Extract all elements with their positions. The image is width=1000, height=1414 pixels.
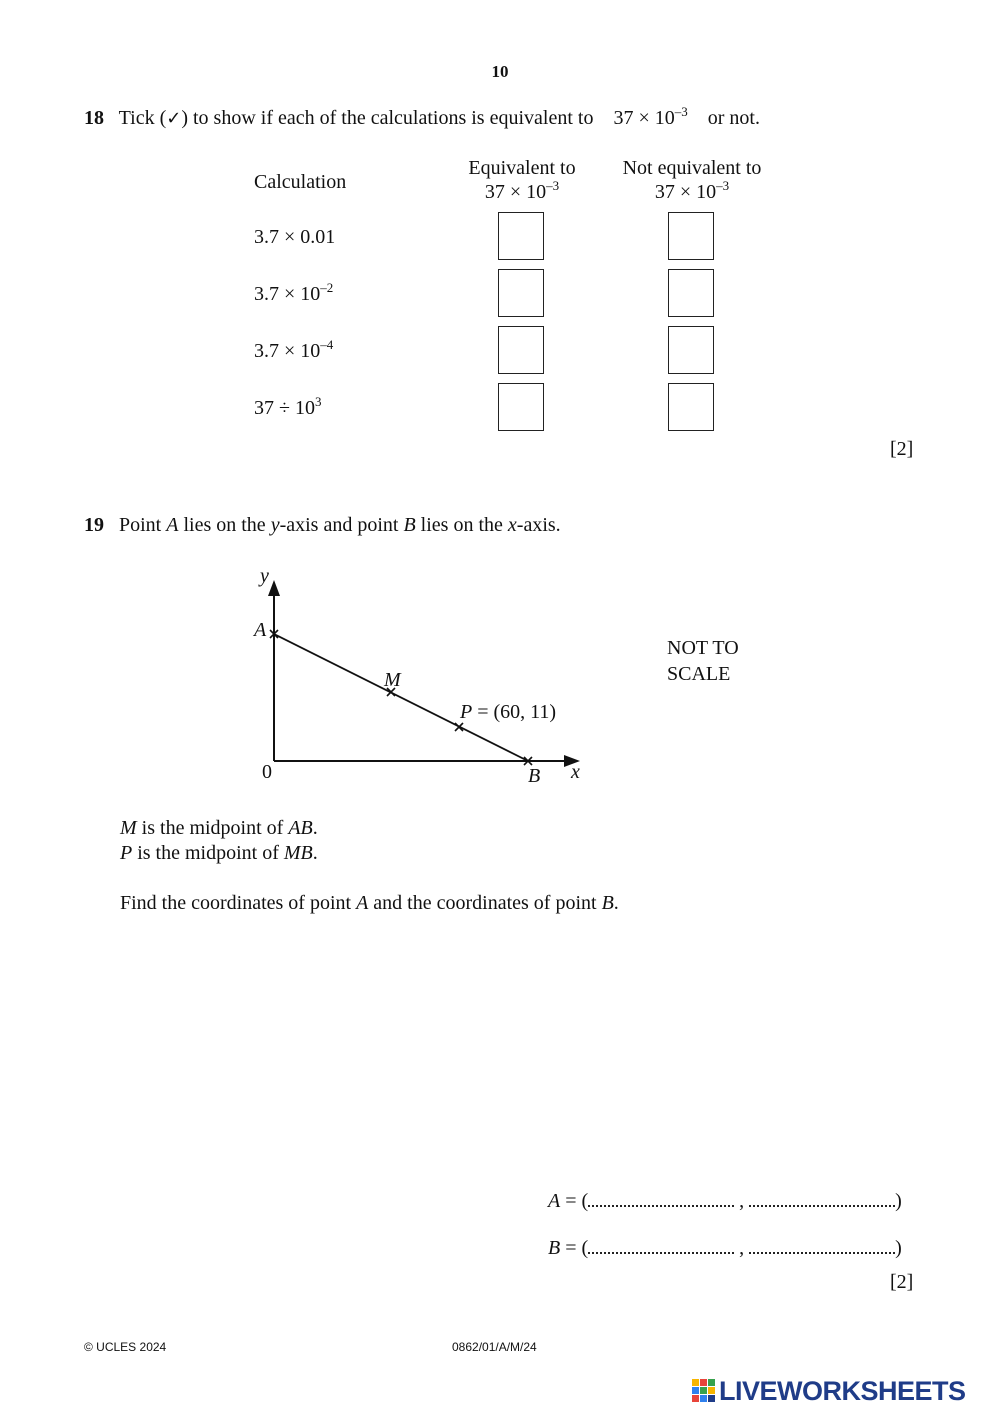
label-x: x bbox=[571, 761, 580, 783]
not-to-scale-line1: NOT TO bbox=[667, 637, 739, 659]
label-y: y bbox=[260, 565, 269, 587]
not-to-scale-note bbox=[667, 636, 739, 686]
q19-intro-y: y bbox=[270, 514, 280, 536]
q18-target-base: 37 × 10 bbox=[613, 107, 675, 129]
answer-B-x-field[interactable] bbox=[588, 1234, 734, 1254]
answer-B-sep: , bbox=[739, 1237, 745, 1259]
answer-B-label: B bbox=[548, 1237, 561, 1259]
segment-AB bbox=[274, 634, 528, 761]
q18-prompt-end: or not. bbox=[707, 107, 760, 129]
y-axis-arrow bbox=[268, 580, 280, 596]
q19-task-t2: and the coordinates of point bbox=[368, 892, 602, 914]
calc-row-1-base: 3.7 × 0.01 bbox=[254, 226, 336, 248]
answer-A-sep: , bbox=[739, 1190, 745, 1212]
label-B: B bbox=[528, 765, 541, 787]
calc-row-2-base: 3.7 × 10 bbox=[254, 283, 321, 305]
answer-B bbox=[548, 1234, 902, 1260]
header-not-equivalent-base: 37 × 10 bbox=[654, 181, 717, 203]
liveworksheets-logo bbox=[692, 1376, 992, 1406]
q18-prompt-post: ) to show if each of the calculations is equivalent to bbox=[181, 107, 594, 129]
liveworksheets-logo-text: LIVEWORKSHEETS bbox=[719, 1376, 966, 1406]
q18-prompt-pre: Tick ( bbox=[118, 107, 167, 129]
q19-task-t1: Find the coordinates of point bbox=[120, 892, 357, 914]
statement-M bbox=[120, 816, 318, 840]
liveworksheets-logo-icon bbox=[692, 1379, 716, 1403]
answer-B-eq: = ( bbox=[560, 1237, 589, 1259]
statement-P-end: . bbox=[312, 842, 318, 864]
q19-task bbox=[120, 891, 619, 915]
q19-task-B: B bbox=[601, 892, 614, 914]
q19-marks: [2] bbox=[890, 1271, 914, 1293]
statement-M-var: M bbox=[120, 817, 137, 839]
answer-B-y-field[interactable] bbox=[749, 1234, 895, 1254]
q19-intro-A: A bbox=[166, 514, 179, 536]
answer-A-close: ) bbox=[895, 1190, 902, 1212]
q19-task-A: A bbox=[356, 892, 369, 914]
q19-intro-t2: lies on the bbox=[178, 514, 271, 536]
q19-intro-t5: -axis. bbox=[516, 514, 561, 536]
answer-A-y-field[interactable] bbox=[749, 1187, 895, 1207]
answer-A bbox=[548, 1187, 902, 1213]
label-P-coords: = (60, 11) bbox=[472, 701, 557, 723]
statement-P bbox=[120, 841, 318, 865]
q19-task-end: . bbox=[613, 892, 619, 914]
label-origin: 0 bbox=[262, 761, 272, 783]
statement-P-seg: MB bbox=[283, 842, 313, 864]
label-P-letter: P bbox=[460, 701, 473, 723]
footer-code: 0862/01/A/M/24 bbox=[452, 1340, 537, 1354]
q18-number: 18 bbox=[84, 107, 104, 129]
statement-M-end: . bbox=[312, 817, 318, 839]
calc-row-4-base: 37 ÷ 10 bbox=[254, 397, 315, 419]
answer-A-eq: = ( bbox=[560, 1190, 589, 1212]
q18-target-exp: –3 bbox=[674, 104, 688, 119]
q19-intro-B: B bbox=[403, 514, 416, 536]
calc-row-2-exp: –2 bbox=[320, 280, 334, 295]
answer-B-close: ) bbox=[895, 1237, 902, 1259]
label-P bbox=[460, 700, 556, 724]
calc-row-4-exp: 3 bbox=[314, 394, 322, 409]
q19-intro-x: x bbox=[507, 514, 517, 536]
calc-row-3-base: 3.7 × 10 bbox=[254, 340, 321, 362]
header-equivalent-exp: –3 bbox=[546, 178, 560, 193]
q18-marks: [2] bbox=[890, 438, 914, 460]
calc-row-3-exp: –4 bbox=[320, 337, 334, 352]
header-equivalent-base: 37 × 10 bbox=[484, 181, 547, 203]
answer-A-x-field[interactable] bbox=[588, 1187, 734, 1207]
header-calculation: Calculation bbox=[254, 171, 347, 193]
q19-intro-t1: Point bbox=[119, 514, 167, 536]
not-to-scale-line2: SCALE bbox=[667, 663, 731, 685]
label-A: A bbox=[254, 619, 267, 641]
page-number: 10 bbox=[491, 62, 509, 81]
q19-intro-t4: lies on the bbox=[415, 514, 508, 536]
header-not-equivalent-exp: –3 bbox=[716, 178, 730, 193]
label-M: M bbox=[384, 669, 401, 691]
header-equivalent-line1: Equivalent to bbox=[468, 157, 576, 179]
statement-P-text: is the midpoint of bbox=[132, 842, 284, 864]
footer-copyright: © UCLES 2024 bbox=[84, 1340, 167, 1354]
statement-M-seg: AB bbox=[288, 817, 313, 839]
q19-intro-t3: -axis and point bbox=[279, 514, 404, 536]
answer-A-label: A bbox=[548, 1190, 561, 1212]
q19-number: 19 bbox=[84, 514, 104, 536]
tick-icon: ✓ bbox=[166, 108, 182, 129]
statement-M-text: is the midpoint of bbox=[136, 817, 289, 839]
header-not-equivalent-line1: Not equivalent to bbox=[622, 157, 762, 179]
statement-P-var: P bbox=[120, 842, 133, 864]
